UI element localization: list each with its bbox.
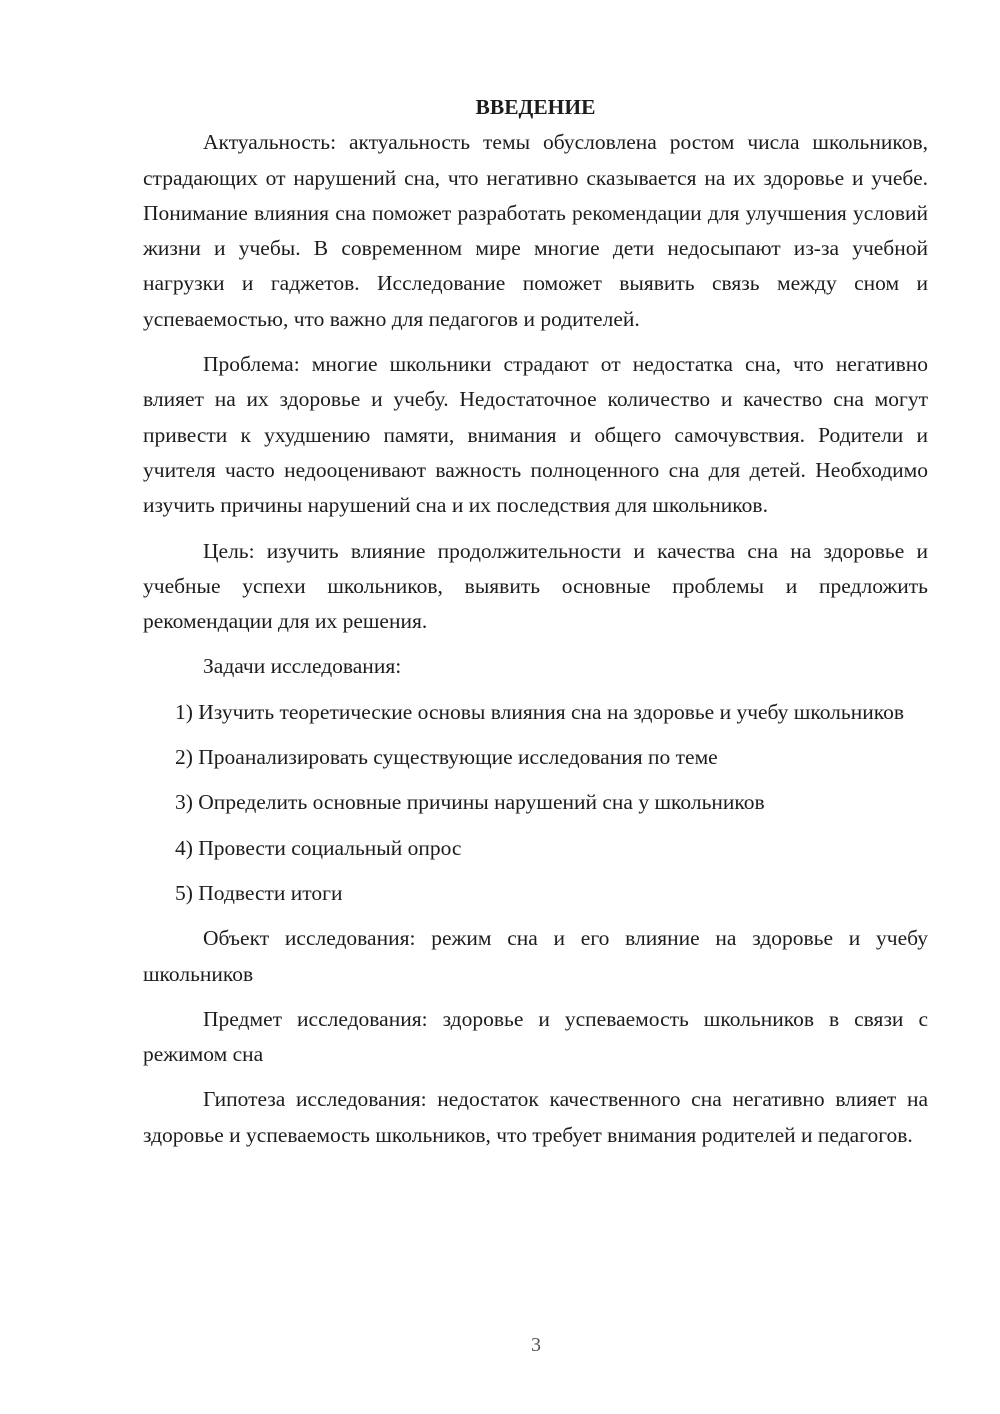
tasks-heading: Задачи исследования: bbox=[203, 654, 402, 679]
page-content bbox=[143, 90, 928, 1163]
object-paragraph: Объект исследования: режим сна и его влияние на здоровье и учебу школьников bbox=[143, 926, 928, 986]
task-item-5: 5) Подвести итоги bbox=[175, 880, 343, 905]
section-title: ВВЕДЕНИЕ bbox=[475, 95, 596, 119]
page-number: 3 bbox=[531, 1334, 541, 1356]
subject-paragraph: Предмет исследования: здоровье и успеваемость школьников в связи с режимом сна bbox=[143, 1006, 928, 1067]
relevance-paragraph: Актуальность: актуальность темы обусловлена ростом числа школьников, страдающих от нарушений сна, что негативно сказывается на их здоровье и учебе. Понимание влияния сна поможет разработать рекомендации для улучшения условий жизни и учебы. В современном мире многие дети недосыпают из-за учебной нагрузки и гаджетов. Исследование поможет выявить связь между сном и успеваемостью, что важно для педагогов и родителей. bbox=[143, 130, 928, 331]
task-item-1: 1) Изучить теоретические основы влияния сна на здоровье и учебу школьников bbox=[175, 699, 904, 724]
task-item-4: 4) Провести социальный опрос bbox=[175, 835, 462, 860]
goal-paragraph: Цель: изучить влияние продолжительности и качества сна на здоровье и учебные успехи школьников, выявить основные проблемы и предложить рекомендации для их решения. bbox=[143, 538, 928, 634]
hypothesis-paragraph: Гипотеза исследования: недостаток качественного сна негативно влияет на здоровье и успеваемость школьников, что требует внимания родителей и педагогов. bbox=[143, 1087, 928, 1147]
task-item-2: 2) Проанализировать существующие исследования по теме bbox=[175, 745, 718, 770]
task-item-3: 3) Определить основные причины нарушений сна у школьников bbox=[175, 790, 765, 815]
problem-paragraph: Проблема: многие школьники страдают от недостатка сна, что негативно влияет на их здоровье и учебу. Недостаточное количество и качество сна могут привести к ухудшению памяти, внимания и общего самочувствия. Родители и учителя часто недооценивают важность полноценного сна для детей. Необходимо изучить причины нарушений сна и их последствия для школьников. bbox=[143, 352, 928, 518]
